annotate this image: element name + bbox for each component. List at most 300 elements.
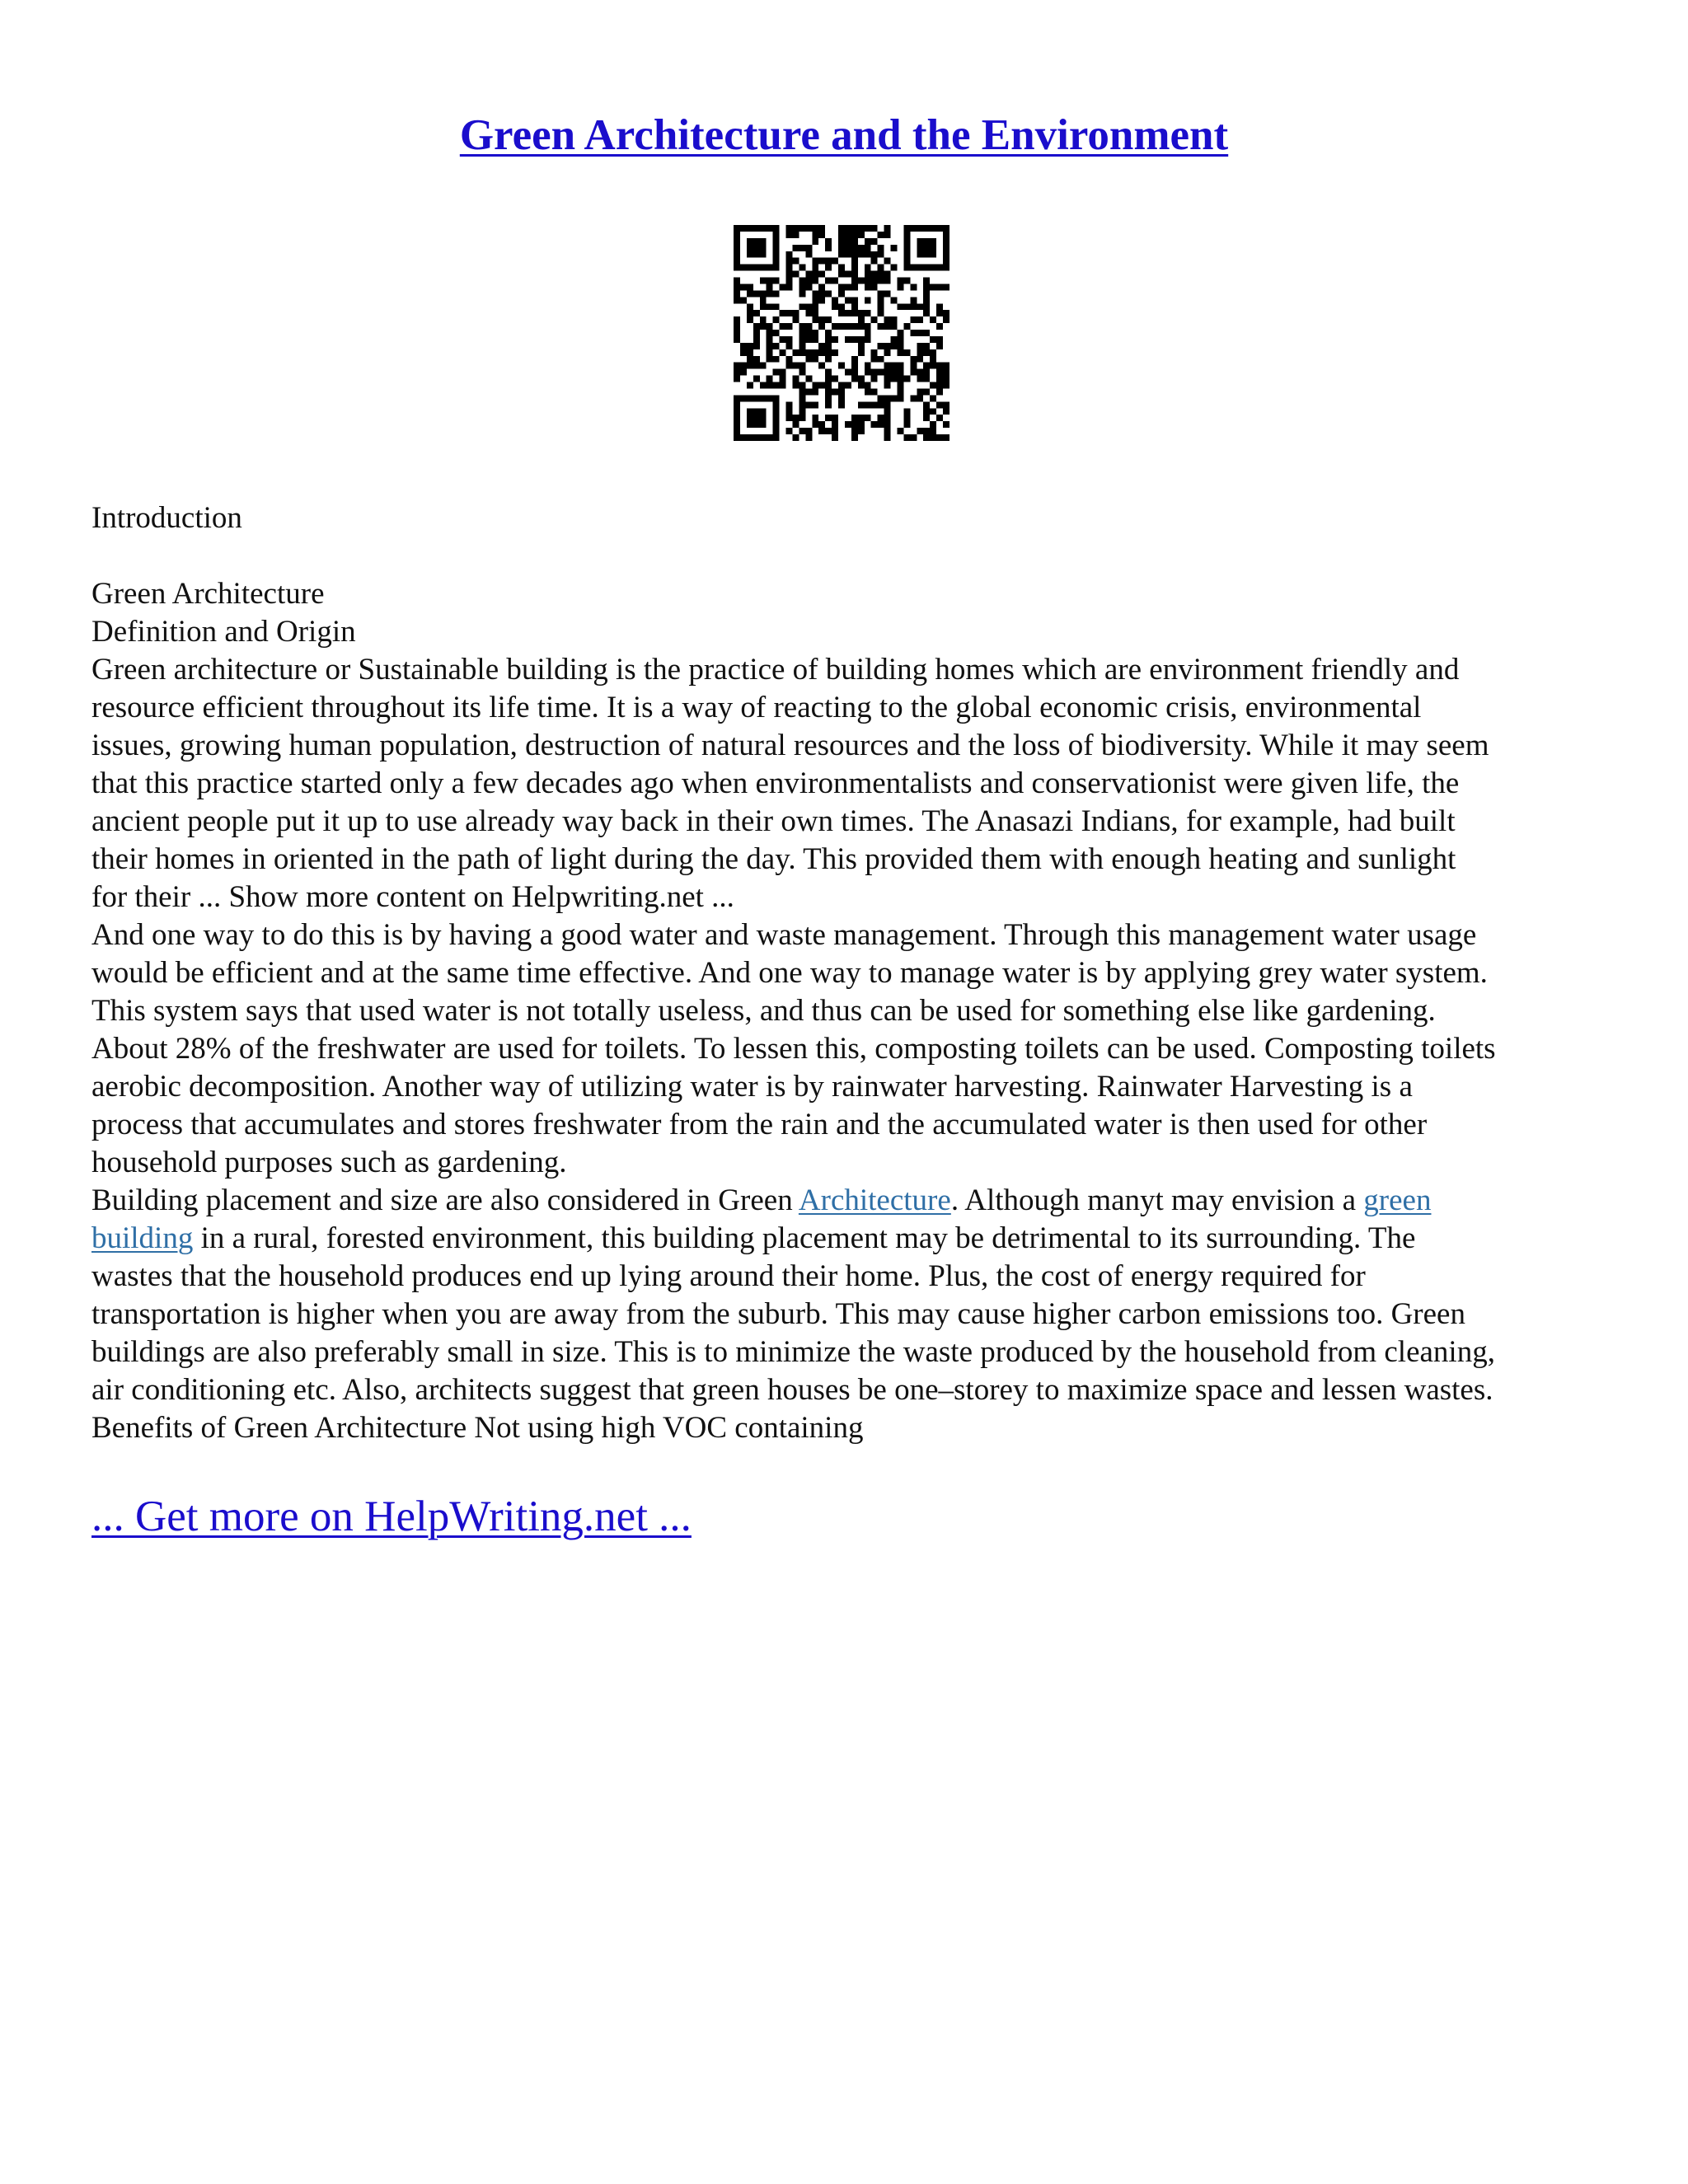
qr-module	[943, 369, 950, 376]
qr-module	[903, 408, 910, 415]
qr-module	[734, 323, 740, 330]
qr-module	[747, 284, 753, 290]
qr-module	[773, 343, 780, 349]
qr-module	[773, 251, 780, 258]
qr-module	[773, 356, 780, 363]
qr-module	[812, 297, 818, 303]
qr-module	[838, 251, 845, 258]
qr-module	[897, 428, 903, 434]
qr-module	[936, 382, 943, 389]
qr-module	[799, 408, 805, 415]
qr-module	[943, 434, 950, 441]
qr-module	[825, 369, 832, 376]
qr-module	[786, 363, 793, 369]
qr-module	[792, 310, 799, 316]
qr-module	[943, 238, 950, 245]
qr-module	[903, 265, 910, 271]
qr-module	[805, 336, 812, 343]
qr-module	[936, 336, 943, 343]
qr-module	[818, 343, 825, 349]
qr-module	[747, 408, 753, 415]
qr-module	[851, 336, 858, 343]
qr-module	[792, 258, 799, 265]
qr-module	[747, 434, 753, 441]
qr-module	[923, 245, 930, 251]
qr-module	[865, 238, 871, 245]
qr-module	[871, 316, 878, 323]
qr-module	[917, 303, 923, 310]
qr-module	[910, 265, 917, 271]
qr-module	[786, 278, 793, 284]
qr-module	[930, 349, 936, 356]
qr-module	[903, 376, 910, 382]
qr-module	[799, 323, 805, 330]
qr-module	[799, 395, 805, 401]
qr-module	[734, 316, 740, 323]
qr-module	[943, 251, 950, 258]
qr-code-graphic	[734, 225, 950, 441]
qr-module	[825, 278, 832, 284]
qr-module	[845, 284, 851, 290]
qr-module	[753, 251, 760, 258]
qr-module	[786, 356, 793, 363]
qr-module	[858, 316, 865, 323]
qr-module	[858, 232, 865, 238]
qr-module	[805, 225, 812, 232]
qr-module	[832, 349, 838, 356]
qr-module	[851, 428, 858, 434]
qr-module	[871, 369, 878, 376]
qr-module	[805, 349, 812, 356]
qr-module	[799, 290, 805, 297]
qr-module	[799, 343, 805, 349]
qr-module	[818, 271, 825, 278]
section-heading: Green Architecture	[91, 577, 325, 611]
qr-module	[773, 278, 780, 284]
qr-module	[871, 278, 878, 284]
qr-module	[871, 284, 878, 290]
qr-module	[773, 330, 780, 336]
qr-module	[923, 330, 930, 336]
qr-module	[747, 290, 753, 297]
qr-module	[799, 382, 805, 389]
qr-module	[825, 265, 832, 271]
qr-module	[936, 284, 943, 290]
qr-module	[851, 297, 858, 303]
qr-module	[734, 421, 740, 428]
qr-module	[923, 363, 930, 369]
qr-module	[760, 363, 767, 369]
qr-module	[858, 278, 865, 284]
qr-module	[865, 415, 871, 421]
qr-module	[780, 284, 786, 290]
get-more-link[interactable]: ... Get more on HelpWriting.net ...	[91, 1493, 692, 1540]
qr-module	[858, 310, 865, 316]
qr-module	[780, 376, 786, 382]
qr-module	[943, 382, 950, 389]
qr-module	[799, 388, 805, 395]
qr-module	[753, 343, 760, 349]
qr-module	[799, 415, 805, 421]
qr-module	[838, 284, 845, 290]
qr-module	[812, 356, 818, 363]
qr-module	[825, 401, 832, 408]
paragraph-definition	[91, 651, 1604, 916]
qr-module	[897, 330, 903, 336]
qr-module	[767, 336, 773, 343]
qr-module	[838, 303, 845, 310]
qr-module	[878, 245, 884, 251]
qr-module	[851, 310, 858, 316]
qr-module	[865, 297, 871, 303]
qr-module	[851, 356, 858, 363]
qr-module	[865, 278, 871, 284]
qr-module	[767, 290, 773, 297]
qr-module	[786, 225, 793, 232]
qr-module	[767, 376, 773, 382]
qr-module	[936, 415, 943, 421]
qr-module	[884, 349, 891, 356]
qr-module	[884, 408, 891, 415]
qr-module	[734, 415, 740, 421]
qr-module	[871, 225, 878, 232]
qr-module	[753, 421, 760, 428]
qr-module	[792, 376, 799, 382]
qr-module	[832, 428, 838, 434]
qr-module	[923, 284, 930, 290]
qr-module	[903, 323, 910, 330]
paragraph-building-placement	[91, 1182, 1604, 1447]
qr-module	[747, 251, 753, 258]
qr-module	[832, 336, 838, 343]
qr-module	[753, 415, 760, 421]
qr-module	[786, 428, 793, 434]
qr-module	[858, 382, 865, 389]
qr-module	[871, 401, 878, 408]
qr-module	[845, 336, 851, 343]
qr-module	[923, 310, 930, 316]
qr-module	[865, 401, 871, 408]
qr-module	[897, 382, 903, 389]
qr-module	[858, 323, 865, 330]
qr-module	[903, 434, 910, 441]
qr-module	[740, 395, 747, 401]
qr-module	[767, 395, 773, 401]
qr-module	[923, 303, 930, 310]
qr-module	[792, 382, 799, 389]
qr-module	[865, 388, 871, 395]
qr-module	[865, 251, 871, 258]
qr-module	[871, 258, 878, 265]
qr-module	[891, 245, 898, 251]
qr-module	[825, 428, 832, 434]
architecture-link[interactable]: Architecture	[798, 1183, 951, 1217]
qr-module	[747, 343, 753, 349]
document-body	[91, 499, 1604, 1447]
qr-module	[845, 297, 851, 303]
qr-module	[871, 421, 878, 428]
qr-module	[923, 238, 930, 245]
qr-module	[799, 369, 805, 376]
qr-module	[812, 310, 818, 316]
qr-module	[753, 265, 760, 271]
qr-module	[891, 323, 898, 330]
qr-module	[734, 251, 740, 258]
qr-module	[917, 349, 923, 356]
qr-module	[858, 343, 865, 349]
qr-module	[838, 395, 845, 401]
qr-module	[818, 349, 825, 356]
qr-module	[786, 323, 793, 330]
qr-module	[753, 376, 760, 382]
qr-module	[943, 316, 950, 323]
qr-module	[773, 290, 780, 297]
qr-module	[858, 225, 865, 232]
qr-module	[845, 245, 851, 251]
qr-module	[799, 349, 805, 356]
qr-module	[773, 258, 780, 265]
title-link[interactable]: Green Architecture and the Environment	[459, 111, 1229, 159]
qr-module	[734, 428, 740, 434]
qr-module	[930, 363, 936, 369]
qr-module	[825, 330, 832, 336]
qr-module	[851, 323, 858, 330]
qr-module	[786, 265, 793, 271]
qr-module	[858, 415, 865, 421]
qr-module	[805, 376, 812, 382]
qr-module	[923, 225, 930, 232]
qr-module	[818, 284, 825, 290]
qr-module	[910, 303, 917, 310]
qr-module	[818, 225, 825, 232]
qr-module	[878, 303, 884, 310]
qr-module	[903, 232, 910, 238]
qr-module	[923, 343, 930, 349]
qr-module	[865, 336, 871, 343]
qr-module	[792, 434, 799, 441]
qr-module	[760, 408, 767, 415]
qr-module	[812, 265, 818, 271]
qr-module	[740, 297, 747, 303]
qr-module	[767, 330, 773, 336]
qr-module	[917, 369, 923, 376]
qr-module	[740, 284, 747, 290]
qr-module	[891, 336, 898, 343]
qr-module	[884, 395, 891, 401]
qr-module	[871, 349, 878, 356]
qr-module	[786, 271, 793, 278]
qr-module	[818, 232, 825, 238]
qr-module	[865, 369, 871, 376]
qr-module	[851, 278, 858, 284]
qr-module	[917, 376, 923, 382]
qr-module	[878, 278, 884, 284]
qr-module	[753, 363, 760, 369]
qr-module	[792, 245, 799, 251]
qr-module	[851, 415, 858, 421]
qr-module	[812, 232, 818, 238]
text-segment: in a rural, forested environment, this building placement may be detrimental to its surrounding. The	[193, 1221, 1416, 1255]
qr-module	[734, 232, 740, 238]
qr-module	[805, 434, 812, 441]
qr-module	[792, 415, 799, 421]
qr-module	[767, 434, 773, 441]
qr-module	[878, 290, 884, 297]
qr-module	[767, 278, 773, 284]
qr-module	[825, 245, 832, 251]
subsection-heading: Definition and Origin	[91, 615, 356, 649]
qr-module	[792, 316, 799, 323]
qr-module	[825, 258, 832, 265]
qr-module	[825, 415, 832, 421]
qr-module	[923, 349, 930, 356]
qr-module	[812, 349, 818, 356]
qr-module	[786, 415, 793, 421]
text-segment: . Although manyt may envision a	[950, 1183, 1364, 1217]
paragraph-line: process that accumulates and stores freshwater from the rain and the accumulated water is then used for other	[91, 1108, 1428, 1141]
qr-module	[792, 421, 799, 428]
qr-module	[851, 434, 858, 441]
qr-module	[832, 278, 838, 284]
qr-module	[845, 251, 851, 258]
paragraph-line: And one way to do this is by having a good water and waste management. Through this management water usage	[91, 918, 1477, 952]
qr-module	[838, 225, 845, 232]
qr-module	[734, 278, 740, 284]
qr-module	[753, 310, 760, 316]
green-building-link-part2[interactable]: building	[91, 1221, 194, 1255]
qr-module	[936, 363, 943, 369]
qr-module	[838, 265, 845, 271]
qr-module	[812, 303, 818, 310]
qr-module	[832, 323, 838, 330]
qr-module	[878, 271, 884, 278]
qr-module	[845, 382, 851, 389]
qr-module	[851, 363, 858, 369]
qr-module	[943, 265, 950, 271]
qr-module	[936, 388, 943, 395]
qr-module	[943, 408, 950, 415]
paragraph-line: aerobic decomposition. Another way of utilizing water is by rainwater harvesting. Rainwater Harvesting is a	[91, 1070, 1413, 1104]
qr-module	[812, 290, 818, 297]
qr-module	[812, 421, 818, 428]
qr-module	[799, 401, 805, 408]
qr-module	[878, 369, 884, 376]
qr-module	[805, 245, 812, 251]
qr-module	[858, 251, 865, 258]
qr-module	[767, 265, 773, 271]
qr-module	[838, 388, 845, 395]
qr-module	[871, 388, 878, 395]
qr-module	[805, 278, 812, 284]
qr-module	[832, 297, 838, 303]
qr-module	[792, 349, 799, 356]
qr-module	[753, 290, 760, 297]
qr-module	[923, 251, 930, 258]
qr-module	[832, 376, 838, 382]
qr-module	[845, 271, 851, 278]
qr-module	[884, 421, 891, 428]
qr-module	[812, 316, 818, 323]
qr-module	[734, 238, 740, 245]
paragraph-water-management	[91, 916, 1604, 1182]
qr-module	[740, 265, 747, 271]
qr-module	[897, 363, 903, 369]
qr-module	[747, 415, 753, 421]
qr-module	[943, 245, 950, 251]
qr-module	[773, 245, 780, 251]
qr-module	[805, 401, 812, 408]
qr-module	[878, 421, 884, 428]
qr-module	[884, 290, 891, 297]
qr-module	[917, 238, 923, 245]
qr-module	[865, 382, 871, 389]
qr-module	[786, 408, 793, 415]
qr-module	[812, 271, 818, 278]
qr-module	[858, 428, 865, 434]
qr-module	[773, 415, 780, 421]
qr-module	[747, 382, 753, 389]
qr-module	[897, 278, 903, 284]
qr-module	[838, 310, 845, 316]
green-building-link-part1[interactable]: green	[1363, 1183, 1432, 1217]
qr-module	[865, 323, 871, 330]
qr-module	[897, 395, 903, 401]
qr-module	[753, 356, 760, 363]
qr-module	[943, 225, 950, 232]
qr-module	[930, 421, 936, 428]
qr-module	[903, 245, 910, 251]
qr-module	[858, 349, 865, 356]
qr-module	[812, 278, 818, 284]
qr-code-icon	[734, 225, 950, 441]
qr-module	[805, 251, 812, 258]
qr-module	[734, 284, 740, 290]
qr-module	[878, 323, 884, 330]
qr-module	[851, 232, 858, 238]
qr-module	[747, 265, 753, 271]
qr-module	[936, 376, 943, 382]
qr-module	[734, 336, 740, 343]
qr-module	[858, 245, 865, 251]
qr-module	[812, 401, 818, 408]
qr-module	[792, 232, 799, 238]
qr-module	[818, 363, 825, 369]
qr-module	[871, 238, 878, 245]
qr-module	[891, 369, 898, 376]
qr-module	[903, 421, 910, 428]
qr-module	[943, 232, 950, 238]
qr-module	[897, 303, 903, 310]
qr-module	[818, 258, 825, 265]
qr-module	[884, 434, 891, 441]
qr-module	[805, 388, 812, 395]
qr-module	[917, 251, 923, 258]
qr-module	[780, 382, 786, 389]
qr-module	[786, 401, 793, 408]
qr-module	[747, 421, 753, 428]
qr-module	[897, 343, 903, 349]
qr-module	[753, 395, 760, 401]
qr-module	[773, 316, 780, 323]
qr-module	[897, 369, 903, 376]
qr-module	[878, 310, 884, 316]
paragraph-line: their homes in oriented in the path of light during the day. This provided them with enough heating and sunlight	[91, 842, 1456, 876]
qr-module	[910, 330, 917, 336]
qr-module	[832, 421, 838, 428]
qr-module	[943, 421, 950, 428]
qr-module	[917, 428, 923, 434]
paragraph-line: would be efficient and at the same time effective. And one way to manage water is by applying grey water system.	[91, 956, 1488, 990]
